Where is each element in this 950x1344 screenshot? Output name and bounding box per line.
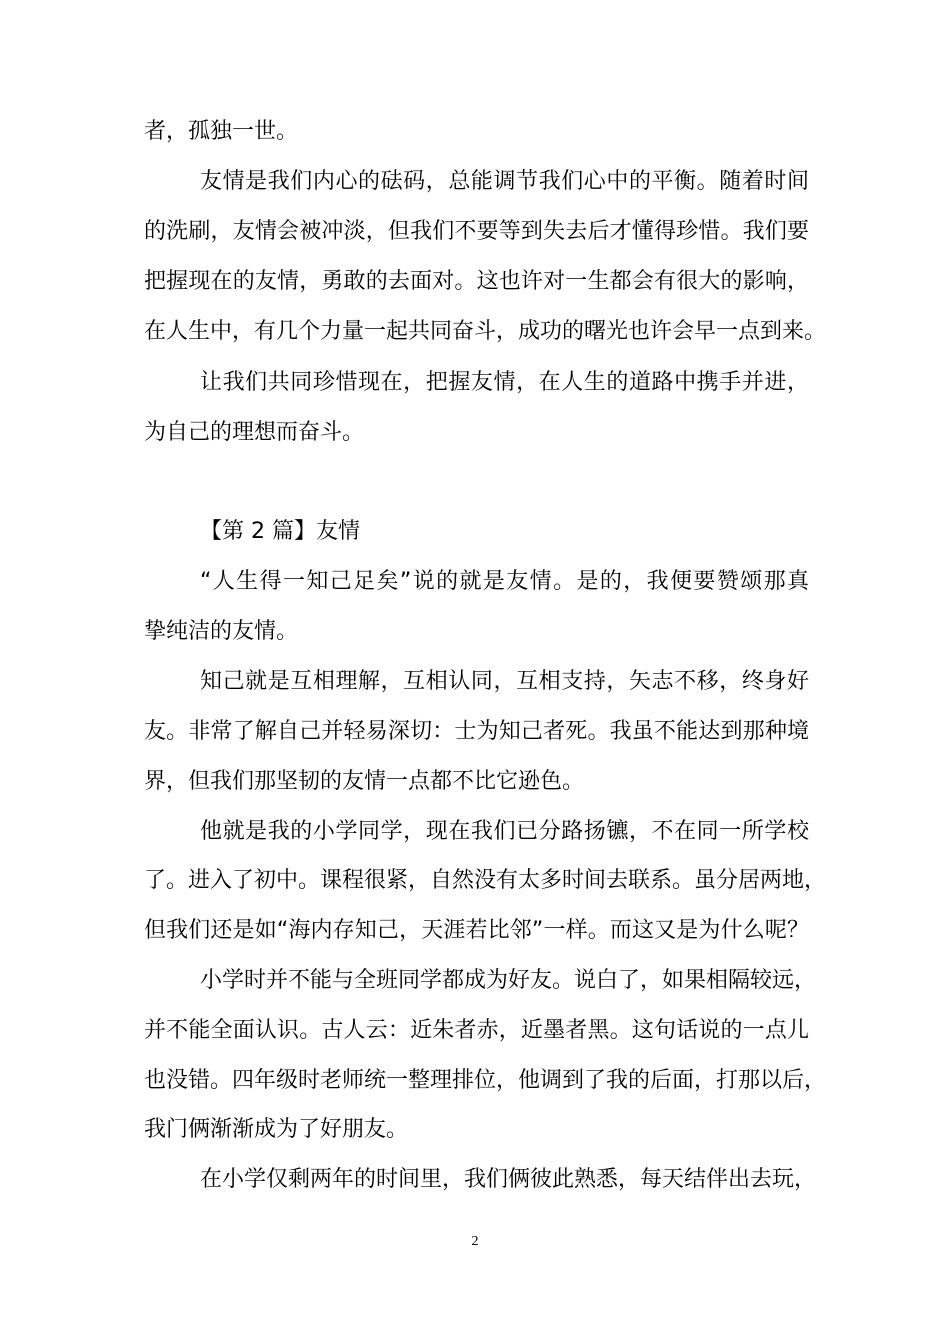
section-heading: 【第 2 篇】友情: [200, 519, 360, 544]
paragraph-line: 界，但我们那坚韧的友情一点都不比它逊色。: [144, 769, 585, 794]
paragraph-line: 但我们还是如“海内存知己，天涯若比邻”一样。而这又是为什么呢？: [144, 918, 809, 943]
paragraph-line: 在人生中，有几个力量一起共同奋斗，成功的曙光也许会早一点到来。: [144, 319, 827, 344]
paragraph-line: 并不能全面认识。古人云：近朱者赤，近墨者黑。这句话说的一点儿: [144, 1018, 809, 1043]
paragraph-line: 的洗刷，友情会被冲淡，但我们不要等到失去后才懂得珍惜。我们要: [144, 219, 809, 244]
paragraph-line: 小学时并不能与全班同学都成为好友。说白了，如果相隔较远，: [200, 968, 817, 993]
page-number: 2: [471, 1234, 479, 1249]
paragraph-line: 也没错。四年级时老师统一整理排位，他调到了我的后面，打那以后，: [144, 1068, 827, 1093]
paragraph-line: 友情是我们内心的砝码，总能调节我们心中的平衡。随着时间: [200, 169, 809, 194]
paragraph-line: 知己就是互相理解，互相认同，互相支持，矢志不移，终身好: [200, 669, 809, 694]
paragraph-line: 把握现在的友情，勇敢的去面对。这也许对一生都会有很大的影响，: [144, 269, 809, 294]
paragraph-line: 挚纯洁的友情。: [144, 619, 299, 644]
paragraph-line: 他就是我的小学同学，现在我们已分路扬镳，不在同一所学校: [200, 819, 809, 844]
paragraph-line: 我门俩渐渐成为了好朋友。: [144, 1117, 409, 1142]
paragraph-line: 在小学仅剩两年的时间里，我们俩彼此熟悉，每天结伴出去玩，: [200, 1167, 817, 1192]
paragraph-line: 为自己的理想而奋斗。: [144, 420, 365, 445]
paragraph-line: 者，孤独一世。: [144, 119, 299, 144]
paragraph-line: 了。进入了初中。课程很紧，自然没有太多时间去联系。虽分居两地，: [144, 868, 827, 893]
paragraph-line: 友。非常了解自己并轻易深切：士为知己者死。我虽不能达到那种境: [144, 719, 809, 744]
paragraph-line: “人生得一知己足矣”说的就是友情。是的，我便要赞颂那真: [200, 569, 809, 594]
paragraph-line: 让我们共同珍惜现在，把握友情，在人生的道路中携手并进，: [200, 370, 809, 395]
